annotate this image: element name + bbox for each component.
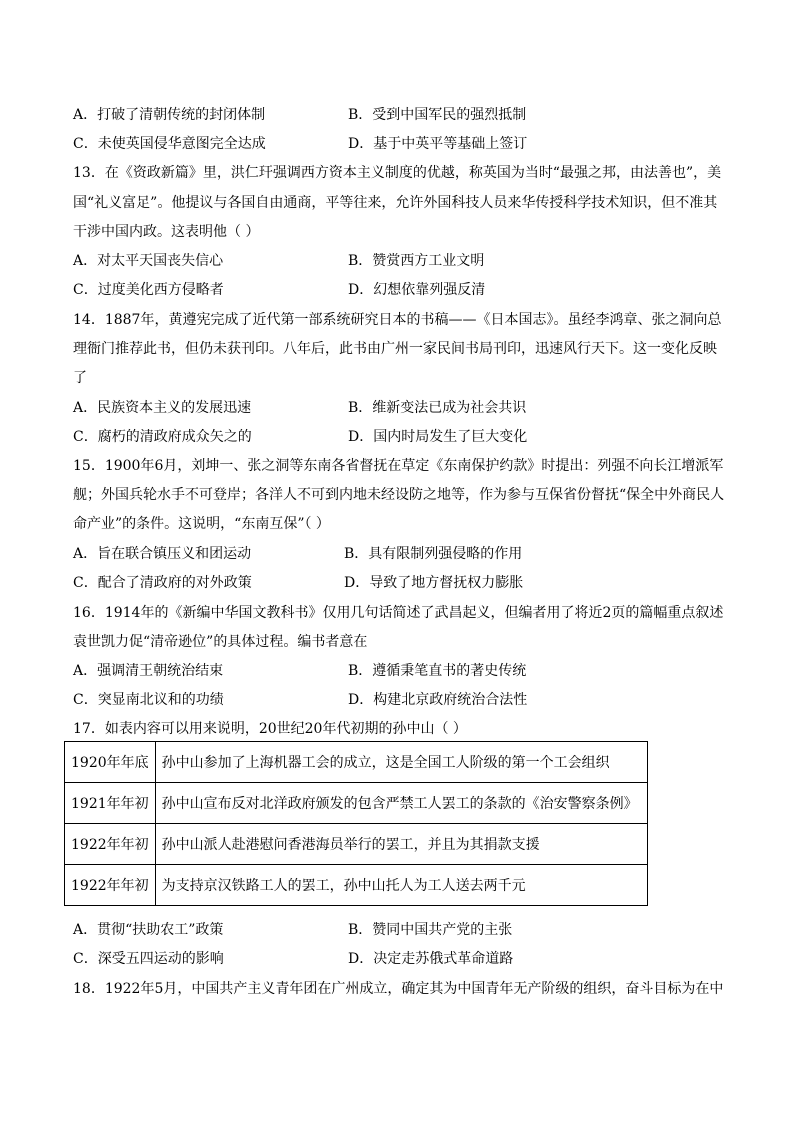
q15-option-d: D．导致了地方督抚权力膨胀 xyxy=(344,575,524,591)
q17-option-d: D．决定走苏俄式革命道路 xyxy=(348,951,514,967)
q12-option-b: B．受到中国军民的强烈抵制 xyxy=(348,107,527,123)
table-cell-event: 孙中山派人赴港慰问香港海员举行的罢工，并且为其捐款支援 xyxy=(155,824,647,865)
q15-option-c: C．配合了清政府的对外政策 xyxy=(73,575,252,591)
q13-option-a: A．对太平天国丧失信心 xyxy=(73,253,224,269)
q16-option-d: D．构建北京政府统治合法性 xyxy=(348,692,528,708)
table-cell-date: 1921年年初 xyxy=(65,783,156,824)
q16-option-c: C．突显南北议和的功绩 xyxy=(73,692,224,708)
q14-stem-line-1: 14．1887年，黄遵宪完成了近代第一部系统研究日本的书稿——《日本国志》。虽经李鸿章、张之洞向总 xyxy=(73,312,722,328)
table-cell-date: 1922年年初 xyxy=(65,865,156,906)
q18-stem-line-1: 18．1922年5月，中国共产主义青年团在广州成立，确定其为中国青年无产阶级的组织，奋斗目标为在中 xyxy=(73,981,724,997)
q15-option-a: A．旨在联合镇压义和团运动 xyxy=(73,546,252,562)
q12-option-c: C．未使英国侵华意图完全达成 xyxy=(73,136,266,152)
q14-option-b: B．维新变法已成为社会共识 xyxy=(348,400,527,416)
table-row xyxy=(65,824,648,865)
q13-stem-line-1: 13．在《资政新篇》里，洪仁玕强调西方资本主义制度的优越，称英国为当时“最强之邦，由法善也”，美 xyxy=(73,165,722,181)
q13-option-c: C．过度美化西方侵略者 xyxy=(73,282,224,298)
q17-option-a: A．贯彻“扶助农工”政策 xyxy=(73,922,224,938)
table-row xyxy=(65,783,648,824)
q15-stem-line-3: 命产业”的条件。这说明，“东南互保”（ ） xyxy=(73,516,330,532)
q13-stem-line-3: 干涉中国内政。这表明他（ ） xyxy=(73,224,260,240)
q13-stem-line-2: 国“礼义富足”。他提议与各国自由通商，平等往来，允许外国科技人员来华传授科学技术知识，但不准其 xyxy=(73,195,718,211)
q14-option-c: C．腐朽的清政府成众矢之的 xyxy=(73,429,252,445)
q17-table xyxy=(64,741,648,906)
q15-option-b: B．具有限制列强侵略的作用 xyxy=(344,546,523,562)
q13-option-b: B．赞赏西方工业文明 xyxy=(348,253,485,269)
table-cell-event: 孙中山参加了上海机器工会的成立，这是全国工人阶级的第一个工会组织 xyxy=(155,742,647,783)
q13-option-d: D．幻想依靠列强反清 xyxy=(348,282,486,298)
q15-stem-line-2: 舰；外国兵轮水手不可登岸；各洋人不可到内地未经设防之地等，作为参与互保省份督抚“保全中外商民人 xyxy=(73,487,725,503)
table-cell-event: 孙中山宣布反对北洋政府颁发的包含严禁工人罢工的条款的《治安警察条例》 xyxy=(155,783,647,824)
q14-stem-line-2: 理衙门推荐此书，但仍未获刊印。八年后，此书由广州一家民间书局刊印，迅速风行天下。这一变化反映 xyxy=(73,341,717,357)
table-cell-date: 1920年年底 xyxy=(65,742,156,783)
q14-option-a: A．民族资本主义的发展迅速 xyxy=(73,400,252,416)
table-row xyxy=(65,865,648,906)
q16-stem-line-2: 袁世凯力促“清帝逊位”的具体过程。编书者意在 xyxy=(73,634,368,650)
table-cell-date: 1922年年初 xyxy=(65,824,156,865)
q17-stem: 17．如表内容可以用来说明，20世纪20年代初期的孙中山（ ） xyxy=(73,721,467,737)
q17-option-c: C．深受五四运动的影响 xyxy=(73,951,224,967)
q17-option-b: B．赞同中国共产党的主张 xyxy=(348,922,513,938)
table-cell-event: 为支持京汉铁路工人的罢工，孙中山托人为工人送去两千元 xyxy=(155,865,647,906)
q14-stem-line-3: 了 xyxy=(73,370,87,386)
q12-option-a: A．打破了清朝传统的封闭体制 xyxy=(73,107,266,123)
table-row xyxy=(65,742,648,783)
q14-option-d: D．国内时局发生了巨大变化 xyxy=(348,429,528,445)
q12-option-d: D．基于中英平等基础上签订 xyxy=(348,136,528,152)
q16-option-b: B．遵循秉笔直书的著史传统 xyxy=(348,663,527,679)
q16-option-a: A．强调清王朝统治结束 xyxy=(73,663,224,679)
q15-stem-line-1: 15．1900年6月，刘坤一、张之洞等东南各省督抚在草定《东南保护约款》时提出：列强不向长江增派军 xyxy=(73,458,724,474)
q16-stem-line-1: 16．1914年的《新编中华国文教科书》仅用几句话简述了武昌起义，但编者用了将近2页的篇幅重点叙述 xyxy=(73,605,724,621)
